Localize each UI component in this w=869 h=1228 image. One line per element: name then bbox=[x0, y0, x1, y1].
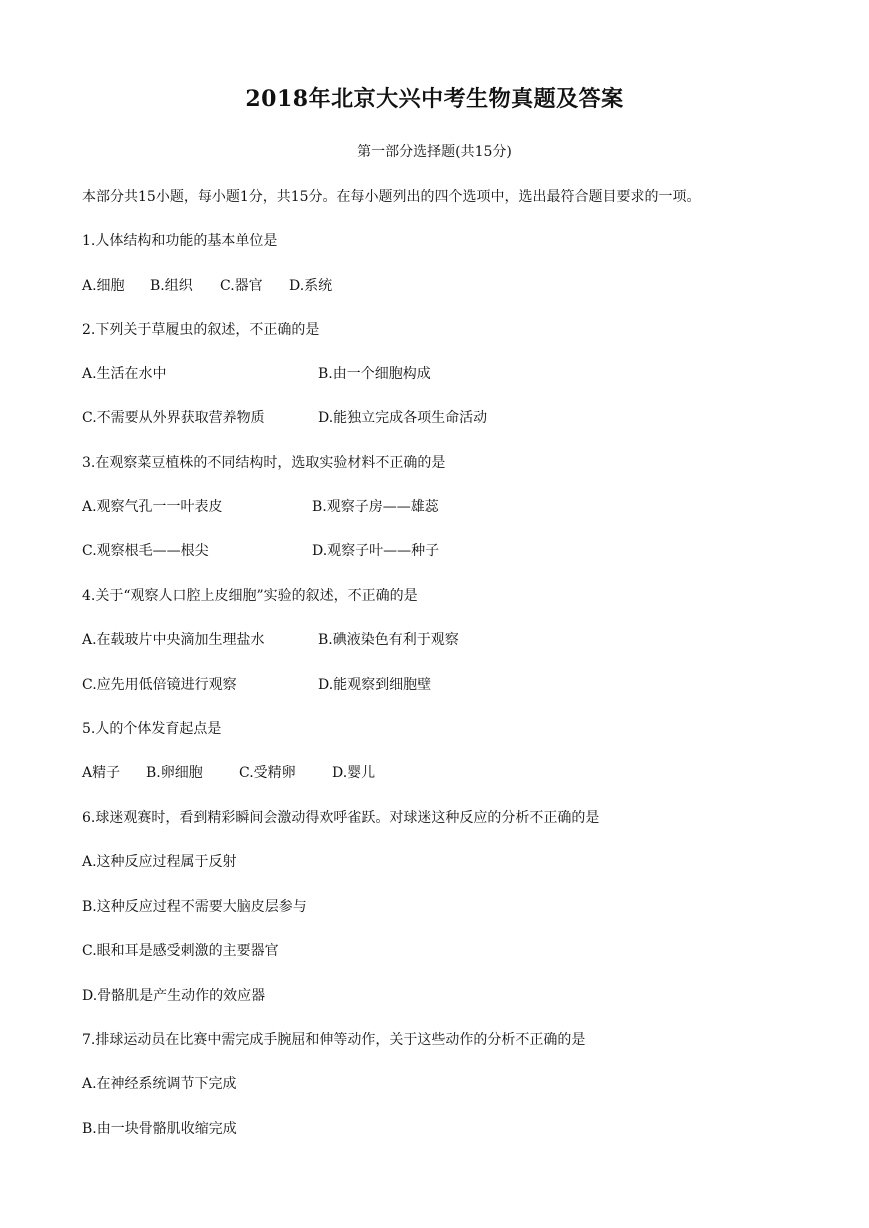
q3-option-a: A.观察气孔一一叶表皮 bbox=[82, 499, 223, 515]
q7-option-b: B.由一块骨骼肌收缩完成 bbox=[82, 1121, 237, 1137]
question-stem-2: 2.下列关于草履虫的叙述，不正确的是 bbox=[82, 322, 320, 338]
q3-option-d: D.观察子叶——种子 bbox=[312, 543, 440, 559]
question-stem-4: 4.关于“观察人口腔上皮细胞”实验的叙述，不正确的是 bbox=[82, 588, 418, 604]
q6-option-a: A.这种反应过程属于反射 bbox=[82, 854, 237, 870]
question-stem-6: 6.球迷观赛时，看到精彩瞬间会激动得欢呼雀跃。对球迷这种反应的分析不正确的是 bbox=[82, 810, 600, 826]
q3-option-c: C.观察根毛——根尖 bbox=[82, 543, 209, 559]
q1-option-a: A.细胞 bbox=[82, 278, 125, 294]
q6-option-d: D.骨骼肌是产生动作的效应器 bbox=[82, 988, 266, 1004]
document-title: 2018年北京大兴中考生物真题及答案 bbox=[245, 86, 624, 112]
instructions-text: 本部分共15小题，每小题1分，共15分。在每小题列出的四个选项中，选出最符合题目要求的一项。 bbox=[82, 189, 701, 205]
q4-option-a: A.在载玻片中央滴加生理盐水 bbox=[82, 632, 265, 648]
q4-option-c: C.应先用低倍镜进行观察 bbox=[82, 677, 237, 693]
question-stem-3: 3.在观察菜豆植株的不同结构时，选取实验材料不正确的是 bbox=[82, 455, 446, 471]
q5-option-c: C.受精卵 bbox=[239, 765, 296, 781]
q6-option-c: C.眼和耳是感受刺激的主要器官 bbox=[82, 943, 279, 959]
q7-option-a: A.在神经系统调节下完成 bbox=[82, 1076, 237, 1092]
q2-option-d: D.能独立完成各项生命活动 bbox=[318, 410, 488, 426]
q1-option-c: C.器官 bbox=[220, 278, 263, 294]
q3-option-b: B.观察子房——雄蕊 bbox=[312, 499, 439, 515]
q1-option-b: B.组织 bbox=[150, 278, 193, 294]
q6-option-b: B.这种反应过程不需要大脑皮层参与 bbox=[82, 899, 307, 915]
q5-option-a: A精子 bbox=[82, 765, 121, 781]
q4-option-b: B.碘液染色有利于观察 bbox=[318, 632, 459, 648]
q5-option-b: B.卵细胞 bbox=[146, 765, 203, 781]
question-stem-1: 1.人体结构和功能的基本单位是 bbox=[82, 233, 278, 249]
question-stem-5: 5.人的个体发育起点是 bbox=[82, 721, 222, 737]
q2-option-a: A.生活在水中 bbox=[82, 366, 167, 382]
q2-option-c: C.不需要从外界获取营养物质 bbox=[82, 410, 265, 426]
q2-option-b: B.由一个细胞构成 bbox=[318, 366, 431, 382]
question-stem-7: 7.排球运动员在比赛中需完成手腕屈和伸等动作，关于这些动作的分析不正确的是 bbox=[82, 1032, 586, 1048]
q5-option-d: D.婴儿 bbox=[332, 765, 376, 781]
section-heading: 第一部分选择题(共15分) bbox=[357, 144, 512, 160]
q1-option-d: D.系统 bbox=[289, 278, 333, 294]
q4-option-d: D.能观察到细胞壁 bbox=[318, 677, 432, 693]
